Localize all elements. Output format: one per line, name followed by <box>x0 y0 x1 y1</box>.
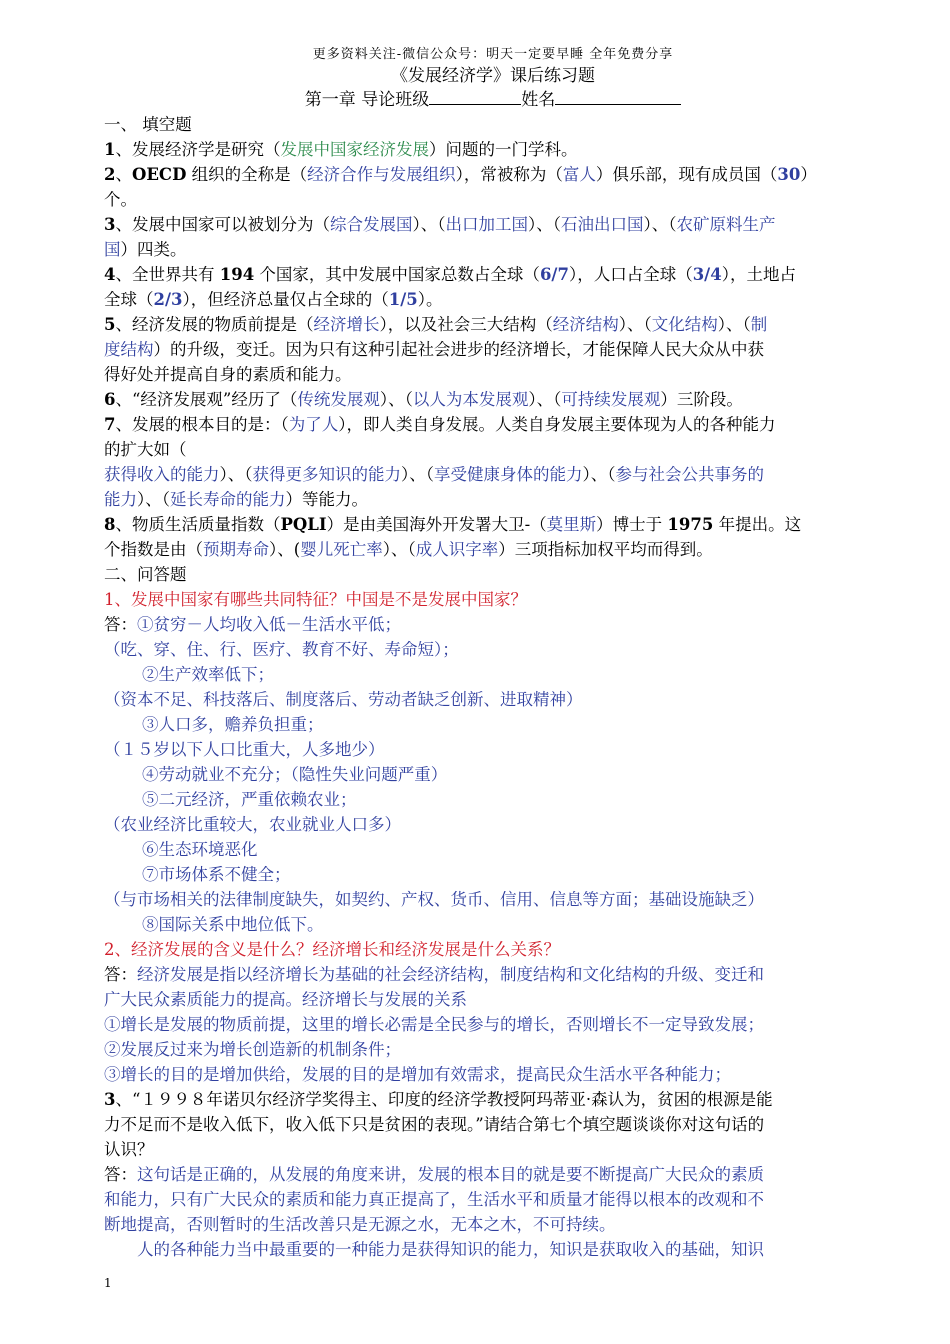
qa1-answer-line: ⑥生态环境恶化 <box>142 840 258 859</box>
answer: 6/7 <box>539 265 569 284</box>
answer: 3/4 <box>692 265 722 284</box>
chapter-label: 第一章 导论班级 <box>304 90 430 110</box>
notice-line: 更多资料关注-微信公众号：明天一定要早睡 全年免费分享 <box>312 47 674 62</box>
fill-q5-cont: 度结构）的升级，变迁。因为只有这种引起社会进步的经济增长，才能保障人民大众从中获 <box>104 340 764 359</box>
answer: 30 <box>777 165 801 184</box>
qa3-answer-line: 人的各种能力当中最重要的一种能力是获得知识的能力，知识是获取收入的基础，知识 <box>137 1240 764 1259</box>
qa1-answer-line: （与市场相关的法律制度缺失，如契约、产权、货币、信用、信息等方面；基础设施缺乏） <box>104 890 764 909</box>
answer: 莫里斯 <box>546 515 597 534</box>
fill-q7: 7、发展的根本目的是：（为了人），即人类自身发展。人类自身发展主要体现为人的各种能力 <box>104 415 776 434</box>
qa2-question: 2、经济发展的含义是什么？经济增长和经济发展是什么关系？ <box>104 940 560 959</box>
qa1-answer-line: ④劳动就业不充分；（隐性失业问题严重） <box>142 765 448 784</box>
page-number: 1 <box>104 1276 112 1290</box>
qa1-answer-line: ③人口多，赡养负担重； <box>142 715 324 734</box>
answer: 文化结构 <box>651 315 718 334</box>
qa3-question-cont: 力不足而不是收入低下，收入低下只是贫困的表现。”请结合第七个填空题谈谈你对这句话的 <box>104 1115 765 1134</box>
fill-q5-cont2: 得好处并提高自身的素质和能力。 <box>104 365 352 384</box>
name-label: 姓名 <box>521 90 556 110</box>
answer: 农矿原料生产 <box>676 215 776 234</box>
fill-q7-cont3: 能力）、（延长寿命的能力）等能力。 <box>104 490 368 509</box>
fill-q7-cont: 的扩大如（ <box>104 440 187 459</box>
qa1-answer-line: ②生产效率低下； <box>142 665 274 684</box>
answer: 发展中国家经济发展 <box>280 140 429 159</box>
qa1-answer-line: （吃、穿、住、行、医疗、教育不好、寿命短）； <box>104 640 459 659</box>
qa1-answer-line: ⑦市场体系不健全； <box>142 865 291 884</box>
qa1-answer-line: ⑤二元经济，严重依赖农业； <box>142 790 357 809</box>
fill-q3-cont: 国）四类。 <box>104 240 187 259</box>
fill-q2-cont: 个。 <box>104 190 137 209</box>
answer: 富人 <box>562 165 596 184</box>
answer: 延长寿命的能力 <box>170 490 286 509</box>
answer: 综合发展国 <box>329 215 413 234</box>
answer: 享受健康身体的能力 <box>434 465 583 484</box>
answer: 制 <box>750 315 768 334</box>
answer: 2/3 <box>153 290 183 309</box>
section1-heading: 一、 填空题 <box>104 115 192 134</box>
chapter-line <box>104 88 882 112</box>
answer: 1/5 <box>388 290 418 309</box>
fill-q6: 6、“经济发展观”经历了（传统发展观）、（以人为本发展观）、（可持续发展观）三阶段。 <box>104 390 743 409</box>
qa1-answer-line: ⑧国际关系中地位低下。 <box>142 915 324 934</box>
qa3-question: 3、“１９９８年诺贝尔经济学奖得主、印度的经济学教授阿玛蒂亚·森认为，贫困的根源是能 <box>104 1090 773 1109</box>
document-title: 《发展经济学》课后练习题 <box>391 66 595 86</box>
answer: 传统发展观 <box>297 390 380 409</box>
answer: 石油出口国 <box>560 215 644 234</box>
document-page <box>104 46 882 1262</box>
answer: 经济结构 <box>552 315 619 334</box>
qa1-answer-line: （资本不足、科技落后、制度落后、劳动者缺乏创新、进取精神） <box>104 690 583 709</box>
qa3-answer-line: 和能力，只有广大民众的素质和能力真正提高了，生活水平和质量才能得以根本的改观和不 <box>104 1190 764 1209</box>
fill-q8: 8、物质生活质量指数（PQLI）是由美国海外开发署大卫-（莫里斯）博士于 1975 年提出。这 <box>104 515 802 534</box>
answer: 经济增长 <box>313 315 380 334</box>
answer: 以人为本发展观 <box>412 390 529 409</box>
qa2-answer-line: 答：经济发展是指以经济增长为基础的社会经济结构，制度结构和文化结构的升级、变迁和 <box>104 965 764 984</box>
answer: 婴儿死亡率 <box>300 540 383 559</box>
qa1-answer-line: 答：①贫穷－人均收入低－生活水平低； <box>104 615 401 634</box>
answer: 经济合作与发展组织 <box>307 165 456 184</box>
answer: 预期寿命 <box>203 540 269 559</box>
qa1-question: 1、发展中国家有哪些共同特征？中国是不是发展中国家？ <box>104 590 527 609</box>
qa3-answer-line: 断地提高，否则暂时的生活改善只是无源之水，无本之木，不可持续。 <box>104 1215 616 1234</box>
qa2-point-2: ②发展反过来为增长创造新的机制条件； <box>104 1040 401 1059</box>
answer: 成人识字率 <box>415 540 499 559</box>
answer: 参与社会公共事务的 <box>615 465 764 484</box>
qa3-answer-line: 答：这句话是正确的，从发展的角度来讲，发展的根本目的就是要不断提高广大民众的素质 <box>104 1165 764 1184</box>
answer: 可持续发展观 <box>561 390 661 409</box>
qa3-question-cont2: 认识？ <box>104 1140 154 1159</box>
answer: 为了人 <box>288 415 339 434</box>
name-blank <box>555 88 681 105</box>
qa2-point-1: ①增长是发展的物质前提，这里的增长必需是全民参与的增长，否则增长不一定导致发展； <box>104 1015 764 1034</box>
answer: 出口加工国 <box>445 215 528 234</box>
qa1-answer-line: （１５岁以下人口比重大，人多地少） <box>104 740 385 759</box>
fill-q8-cont: 个指数是由（预期寿命）、(婴儿死亡率）、（成人识字率）三项指标加权平均而得到。 <box>104 540 713 559</box>
fill-q4-cont: 全球（2/3），但经济总量仅占全球的（1/5）。 <box>104 290 443 309</box>
fill-q5: 5、经济发展的物质前提是（经济增长），以及社会三大结构（经济结构）、（文化结构）、（制 <box>104 315 768 334</box>
fill-q7-cont2: 获得收入的能力）、（获得更多知识的能力）、（享受健康身体的能力）、（参与社会公共事务的 <box>104 465 764 484</box>
fill-q3: 3、发展中国家可以被划分为（综合发展国）、（出口加工国）、（石油出口国）、（农矿原料生产 <box>104 215 776 234</box>
section2-heading: 二、问答题 <box>104 565 187 584</box>
qa1-answer-line: （农业经济比重较大，农业就业人口多） <box>104 815 401 834</box>
answer: 获得更多知识的能力 <box>252 465 401 484</box>
fill-q4: 4、全世界共有 194 个国家，其中发展中国家总数占全球（6/7），人口占全球（3/4），土地占 <box>104 265 796 284</box>
fill-q1: 1、发展经济学是研究（发展中国家经济发展）问题的一门学科。 <box>104 140 578 159</box>
class-blank <box>429 88 521 105</box>
qa2-answer-line: 广大民众素质能力的提高。经济增长与发展的关系 <box>104 990 467 1009</box>
fill-q2: 2、OECD 组织的全称是（经济合作与发展组织），常被称为（富人）俱乐部，现有成员国（30） <box>104 165 817 184</box>
answer: 获得收入的能力 <box>104 465 220 484</box>
qa2-point-3: ③增长的目的是增加供给，发展的目的是增加有效需求，提高民众生活水平各种能力； <box>104 1065 731 1084</box>
